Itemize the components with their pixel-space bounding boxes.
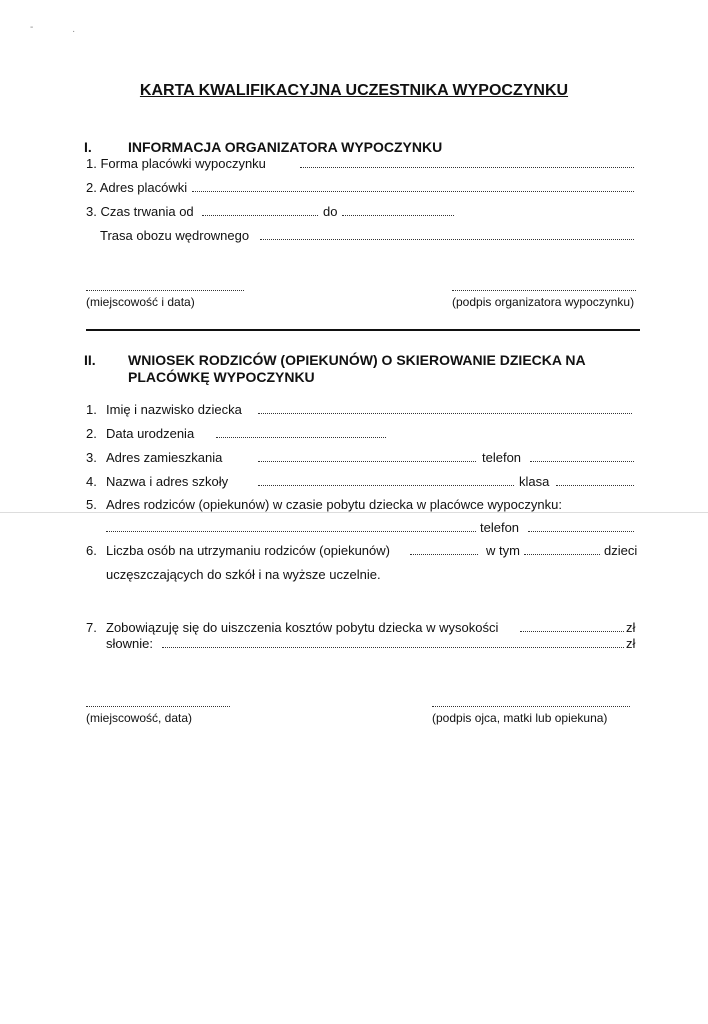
birth-date-field[interactable] bbox=[216, 437, 386, 438]
item-3-label: 3. Czas trwania od bbox=[86, 204, 194, 219]
child-name-field[interactable] bbox=[258, 413, 632, 414]
of-which-label: w tym bbox=[486, 543, 520, 558]
cost-commitment-label: Zobowiązuję się do uiszczenia kosztów pobytu dziecka w wysokości bbox=[106, 620, 499, 635]
dependents-count-field[interactable] bbox=[410, 554, 478, 555]
scan-fold-line bbox=[0, 512, 708, 513]
section-2-heading-line2: PLACÓWKĘ WYPOCZYNKU bbox=[128, 369, 315, 385]
item-number: 6. bbox=[86, 543, 97, 558]
child-name-label: Imię i nazwisko dziecka bbox=[106, 402, 242, 417]
class-label: klasa bbox=[519, 474, 550, 489]
organizer-signature-caption: (podpis organizatora wypoczynku) bbox=[452, 295, 635, 309]
dependents-line2: uczęszczających do szkół i na wyższe uczelnie. bbox=[106, 567, 381, 582]
phone-label: telefon bbox=[482, 450, 522, 465]
section-1-number: I. bbox=[84, 139, 92, 155]
date-to-field[interactable] bbox=[342, 215, 454, 216]
parent-place-date-caption: (miejscowość, data) bbox=[86, 711, 193, 725]
item-number: 2. bbox=[86, 426, 97, 441]
item-2-label: 2. Adres placówki bbox=[86, 180, 188, 195]
home-address-field[interactable] bbox=[258, 461, 476, 462]
section-1-heading: INFORMACJA ORGANIZATORA WYPOCZYNKU bbox=[128, 139, 443, 155]
organizer-signature-line[interactable] bbox=[452, 290, 636, 291]
school-label: Nazwa i adres szkoły bbox=[106, 474, 229, 489]
item-number: 5. bbox=[86, 497, 97, 512]
scan-speck: - bbox=[30, 22, 34, 33]
date-from-field[interactable] bbox=[202, 215, 318, 216]
parent-place-date-line[interactable] bbox=[86, 706, 230, 707]
section-2-heading-line1: WNIOSEK RODZICÓW (OPIEKUNÓW) O SKIEROWANIE DZIECKA NA bbox=[128, 352, 586, 368]
section-2-number: II. bbox=[84, 352, 96, 368]
item-number: 7. bbox=[86, 620, 97, 635]
item-number: 1. bbox=[86, 402, 97, 417]
currency-label: zł bbox=[626, 620, 636, 635]
scan-speck: · bbox=[72, 26, 76, 37]
in-words-label: słownie: bbox=[106, 636, 153, 651]
route-field[interactable] bbox=[260, 239, 634, 240]
section-divider bbox=[86, 329, 640, 331]
parents-address-label: Adres rodziców (opiekunów) w czasie pobytu dziecka w placówce wypoczynku: bbox=[106, 497, 562, 512]
page-title: KARTA KWALIFIKACYJNA UCZESTNIKA WYPOCZYNKU bbox=[139, 82, 569, 99]
home-address-label: Adres zamieszkania bbox=[106, 450, 223, 465]
parent-signature-caption: (podpis ojca, matki lub opiekuna) bbox=[432, 711, 608, 725]
parent-signature-line[interactable] bbox=[432, 706, 630, 707]
children-count-field[interactable] bbox=[524, 554, 600, 555]
school-field[interactable] bbox=[258, 485, 514, 486]
item-3-do: do bbox=[323, 204, 338, 219]
parents-address-field[interactable] bbox=[106, 531, 476, 532]
parents-phone-label: telefon bbox=[480, 520, 520, 535]
item-2-field[interactable] bbox=[192, 191, 634, 192]
cost-in-words-field[interactable] bbox=[162, 647, 624, 648]
item-route-label: Trasa obozu wędrownego bbox=[100, 228, 250, 243]
item-1-field[interactable] bbox=[300, 167, 634, 168]
currency-label-2: zł bbox=[626, 636, 636, 651]
parents-phone-field[interactable] bbox=[528, 531, 634, 532]
dependents-label: Liczba osób na utrzymaniu rodziców (opiekunów) bbox=[106, 543, 390, 558]
item-number: 3. bbox=[86, 450, 97, 465]
phone-field[interactable] bbox=[530, 461, 634, 462]
children-label: dzieci bbox=[604, 543, 638, 558]
birth-date-label: Data urodzenia bbox=[106, 426, 195, 441]
class-field[interactable] bbox=[556, 485, 634, 486]
place-date-caption: (miejscowość i data) bbox=[86, 295, 195, 309]
place-date-signature-line[interactable] bbox=[86, 290, 244, 291]
cost-amount-field[interactable] bbox=[520, 631, 624, 632]
item-1-label: 1. Forma placówki wypoczynku bbox=[86, 156, 266, 171]
item-number: 4. bbox=[86, 474, 97, 489]
